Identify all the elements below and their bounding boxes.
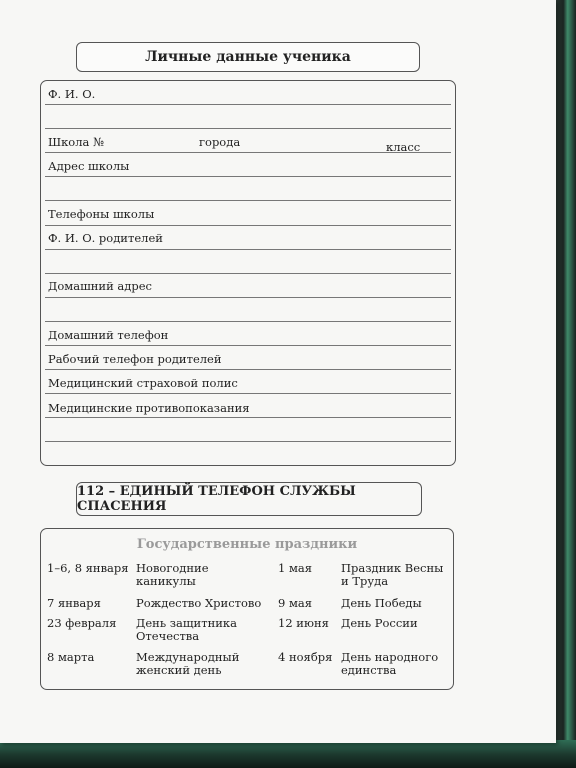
form-line — [45, 345, 451, 346]
holiday-name — [341, 597, 422, 610]
holiday-name — [136, 597, 261, 610]
holiday-name-line: День Победы — [341, 596, 422, 610]
form-line — [45, 297, 451, 298]
form-line — [45, 176, 451, 177]
personal-data-form — [40, 80, 456, 466]
holiday-date: 1 мая — [278, 561, 313, 575]
holiday-name-line: День России — [341, 616, 418, 630]
holiday-name — [341, 617, 418, 630]
home-address-label: Домашний адрес — [48, 279, 152, 293]
holiday-name — [136, 651, 239, 677]
holiday-name — [341, 651, 438, 677]
form-line — [45, 249, 451, 250]
home-phone-label: Домашний телефон — [48, 328, 169, 342]
page-title-text: Личные данные ученика — [145, 49, 351, 65]
holiday-date: 7 января — [47, 596, 101, 610]
form-line — [45, 393, 451, 394]
holiday-name — [136, 617, 237, 643]
page-title — [76, 42, 420, 72]
holiday-name-line: и Труда — [341, 574, 389, 588]
form-line — [45, 369, 451, 370]
form-line — [45, 321, 451, 322]
form-line — [45, 128, 451, 129]
form-line — [45, 273, 451, 274]
diary-cover-bottom — [0, 740, 576, 768]
holidays-title: Государственные праздники — [136, 537, 358, 552]
fio-label: Ф. И. О. — [48, 87, 96, 101]
diary-cover-edge — [555, 0, 576, 768]
insurance-policy-label: Медицинский страховой полис — [48, 376, 238, 390]
class-label: класс — [386, 140, 421, 154]
holiday-name-line: Рождество Христово — [136, 596, 262, 610]
holiday-date: 9 мая — [278, 596, 313, 610]
emergency-phone-banner — [76, 482, 422, 516]
holiday-name-line: Новогодние — [136, 561, 209, 575]
school-phones-label: Телефоны школы — [48, 207, 155, 221]
parents-work-phone-label: Рабочий телефон родителей — [48, 352, 222, 366]
form-line — [45, 200, 451, 201]
holiday-date: 4 ноября — [278, 650, 333, 664]
holiday-name-line: Отечества — [136, 629, 200, 643]
contraindications-label: Медицинские противопоказания — [48, 401, 250, 415]
holiday-name-line: День защитника — [136, 616, 237, 630]
holiday-date: 12 июня — [278, 616, 329, 630]
holiday-name-line: День народного — [341, 650, 439, 664]
emergency-phone-text: 112 – ЕДИНЫЙ ТЕЛЕФОН СЛУЖБЫ СПАСЕНИЯ — [77, 484, 356, 514]
holidays-table — [40, 528, 454, 690]
holiday-name — [341, 562, 443, 588]
holiday-name-line: единства — [341, 663, 397, 677]
holiday-date: 1–6, 8 января — [47, 561, 129, 575]
holiday-name-line: женский день — [136, 663, 222, 677]
form-line — [45, 417, 451, 418]
school-address-label: Адрес школы — [48, 159, 130, 173]
form-line — [45, 441, 451, 442]
school-number-label: Школа № — [48, 135, 104, 149]
form-line — [45, 225, 451, 226]
holiday-name — [136, 562, 209, 588]
holiday-date: 23 февраля — [47, 616, 117, 630]
form-line — [45, 104, 451, 105]
holiday-name-line: Международный — [136, 650, 240, 664]
city-label: города — [199, 135, 241, 149]
holiday-name-line: каникулы — [136, 574, 196, 588]
parents-fio-label: Ф. И. О. родителей — [48, 231, 163, 245]
holiday-name-line: Праздник Весны — [341, 561, 444, 575]
holiday-date: 8 марта — [47, 650, 95, 664]
